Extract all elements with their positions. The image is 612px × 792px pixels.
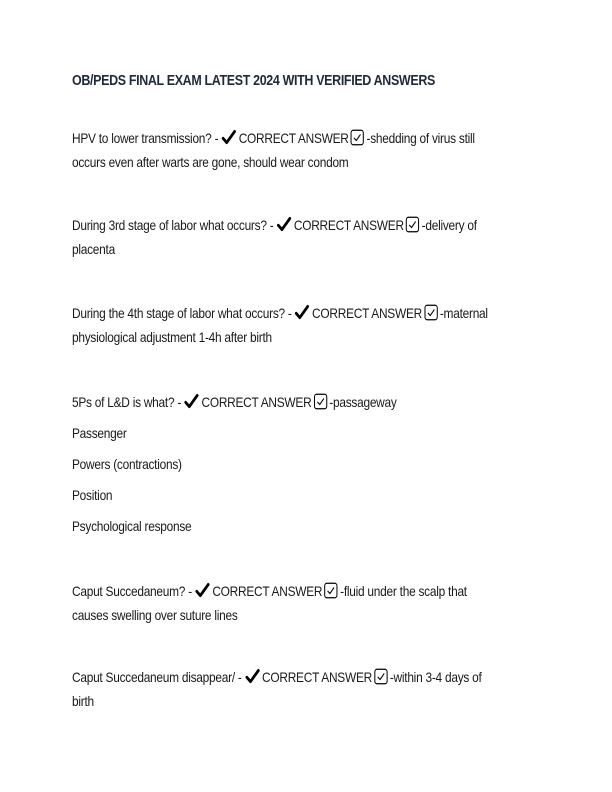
question-text: 5Ps of L&D is what? - (72, 394, 182, 410)
qa-item (72, 390, 602, 414)
qa-item (72, 579, 602, 627)
qa-line (72, 579, 545, 603)
list-item: Passenger (72, 425, 127, 441)
answer-text: -fluid under the scalp that (340, 583, 467, 599)
answer-continuation: causes swelling over suture lines (72, 607, 238, 623)
checkbox-icon (406, 216, 420, 233)
answer-continuation: occurs even after warts are gone, should wear condom (72, 154, 349, 170)
question-text: Caput Succedaneum disappear/ - (72, 669, 242, 685)
qa-line (72, 126, 545, 150)
correct-answer-label: CORRECT ANSWER (262, 669, 372, 685)
correct-answer-label: CORRECT ANSWER (238, 130, 349, 146)
qa-item (72, 665, 602, 713)
correct-answer-label: CORRECT ANSWER (293, 217, 404, 233)
list-item: Powers (contractions) (72, 456, 182, 472)
checkmark-icon (195, 582, 209, 599)
qa-line (72, 301, 545, 325)
list-item: Psychological response (72, 518, 192, 534)
question-text: During the 4th stage of labor what occurs? - (72, 305, 292, 321)
checkmark-icon (184, 393, 198, 410)
answer-continuation: birth (72, 693, 94, 709)
answer-continuation: physiological adjustment 1-4h after birth (72, 329, 272, 345)
list-item: Position (72, 487, 113, 503)
question-text: HPV to lower transmission? - (72, 130, 219, 146)
question-text: During 3rd stage of labor what occurs? - (72, 217, 274, 233)
qa-line (72, 213, 545, 237)
checkbox-icon (374, 668, 388, 685)
document-title: OB/PEDS FINAL EXAM LATEST 2024 WITH VERIFIED ANSWERS (72, 73, 435, 89)
qa-line (72, 390, 545, 414)
question-text: Caput Succedaneum? - (72, 583, 192, 599)
qa-line (72, 665, 545, 689)
checkbox-icon (313, 393, 327, 410)
answer-text: -maternal (439, 305, 488, 321)
answer-text: -passageway (329, 394, 397, 410)
checkbox-icon (424, 304, 438, 321)
checkmark-icon (295, 304, 309, 321)
checkmark-icon (245, 668, 259, 685)
answer-continuation: placenta (72, 241, 115, 257)
checkmark-icon (222, 129, 236, 146)
correct-answer-label: CORRECT ANSWER (212, 583, 323, 599)
correct-answer-label: CORRECT ANSWER (312, 305, 422, 321)
qa-item (72, 213, 602, 261)
answer-text: -shedding of virus still (366, 130, 475, 146)
qa-item (72, 126, 602, 174)
answer-text: -within 3-4 days of (389, 669, 482, 685)
qa-item (72, 301, 602, 349)
checkbox-icon (350, 129, 364, 146)
checkbox-icon (324, 582, 338, 599)
correct-answer-label: CORRECT ANSWER (201, 394, 312, 410)
checkmark-icon (277, 216, 291, 233)
answer-text: -delivery of (421, 217, 477, 233)
